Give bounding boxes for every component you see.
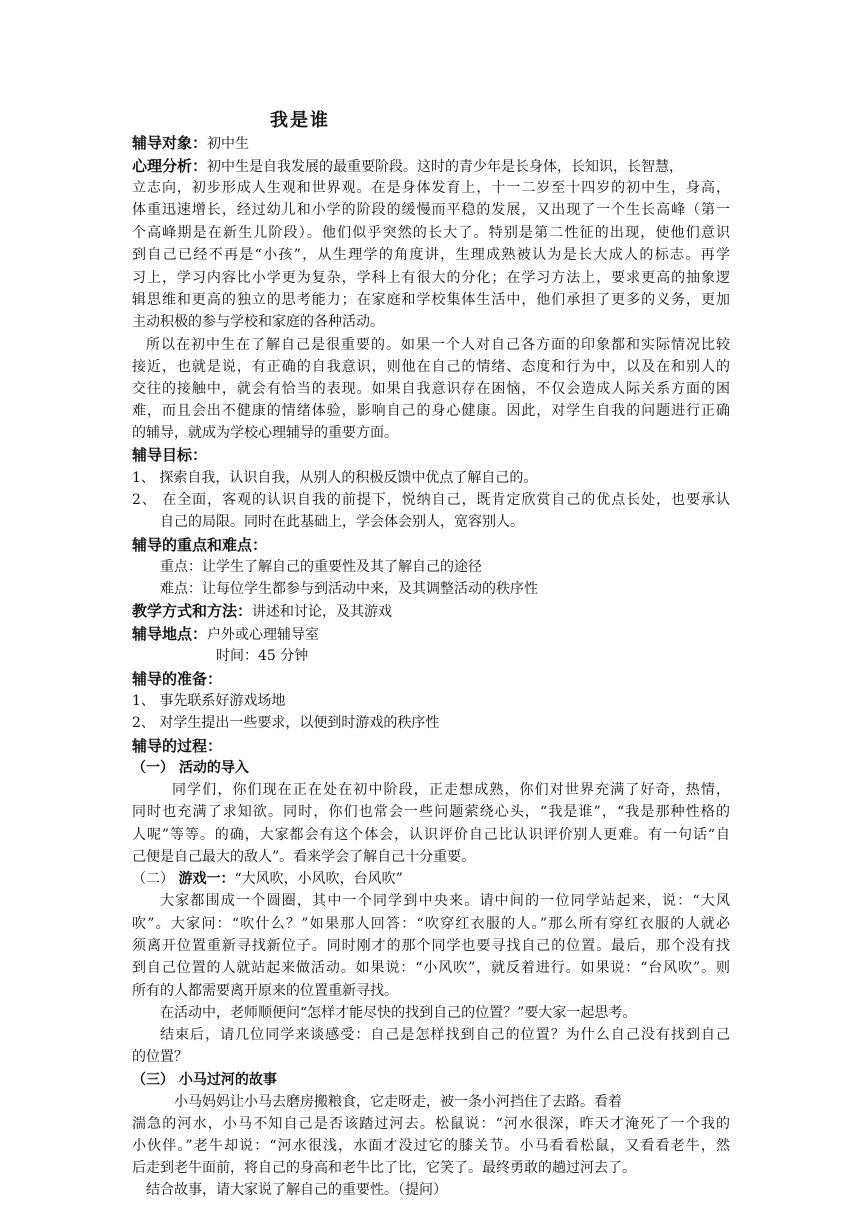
analysis-line: 立志向，初步形成人生观和世界观。在是身体发育上，十一二岁至十四岁的初中生，身高， [132, 180, 730, 196]
analysis-line: 体重迅速增长，经过幼儿和小学的阶段的缓慢而平稳的发展，又出现了一个生长高峰（第一 [132, 202, 730, 218]
analysis-line: 习上，学习内容比小学更为复杂，学科上有很大的分化；在学习方法上，要求更高的抽象逻 [132, 270, 730, 286]
goal-item: 1、 探索自我，认识自我，从别人的积极反馈中优点了解自己的。 [132, 470, 538, 486]
analysis-row: 心理分析：初中生是自我发展的最重要阶段。这时的青少年是长身体，长知识，长智慧， [132, 157, 684, 175]
section-1-line: 同学们，你们现在正在处在初中阶段，正走想成熟，你们对世界充满了好奇，热情， [172, 782, 730, 798]
section-1-line: 人呢”等等。的确，大家都会有这个体会，认识评价自己比认识评价别人更难。有一句话“自 [132, 827, 730, 843]
analysis-line: 主动积极的参与学校和家庭的各种活动。 [132, 314, 384, 330]
method-value: 讲述和讨论，及其游戏 [252, 604, 393, 620]
section-2-line: 大家都围成一个圆圈，其中一个同学到中央来。请中间的一位同学站起来，说：“大风 [160, 893, 730, 909]
section-2-line: 须离开位置重新寻找新位子。同时刚才的那个同学也要寻找自己的位置。最后，那个没有找 [132, 938, 730, 954]
analysis-label: 心理分析 [132, 157, 193, 175]
section-3-line: 小马妈妈让小马去磨房搬粮食，它走呀走，被一条小河挡住了去路。看着 [174, 1094, 622, 1110]
analysis-line: 到自己已经不再是“小孩”，从生理学的角度讲，生理成熟被认为是长大成人的标志。再学 [132, 247, 730, 263]
goal-item: 自己的局限。同时在此基础上，学会体会别人，宽容别人。 [160, 514, 524, 530]
target-value: 初中生 [207, 136, 250, 152]
method-label: 教学方式和方法 [132, 602, 238, 620]
analysis-line: 接近，也就是说，有正确的自我意识，则他在自己的情绪、态度和行为中，以及在和别人的 [132, 359, 730, 375]
time-text: 时间：45 分钟 [216, 648, 309, 664]
goals-heading: 辅导目标： [132, 446, 208, 464]
section-3-line: 后走到老牛面前，将自己的身高和老牛比了比，它笑了。最终勇敢的趟过河去了。 [132, 1160, 636, 1176]
difficulty-text: 难点：让每位学生都参与到活动中来，及其调整活动的秩序性 [160, 581, 538, 597]
target-row: 辅导对象：初中生 [132, 134, 250, 152]
analysis-line: 初中生是自我发展的最重要阶段。这时的青少年是长身体，长知识，长智慧， [207, 159, 684, 175]
process-heading: 辅导的过程： [132, 737, 223, 755]
method-row: 教学方式和方法：讲述和讨论，及其游戏 [132, 602, 393, 620]
analysis-line: 辑思维和更高的独立的思考能力；在家庭和学校集体生活中，他们承担了更多的义务，更加 [132, 292, 730, 308]
section-2-question: 结束后，请几位同学来谈感受：自己是怎样找到自己的位置？为什么自己没有找到自己 [160, 1027, 730, 1043]
goal-item: 2、 在全面，客观的认识自我的前提下，悦纳自己，既肯定欣赏自己的优点长处，也要承认 [132, 492, 730, 508]
analysis-line: 交往的接触中，就会有恰当的表现。如果自我意识存在困恼，不仅会造成人际关系方面的困 [132, 381, 730, 397]
section-3-line: 小伙伴。”老牛却说：“河水很浅，水面才没过它的膝关节。小马看看松鼠，又看看老牛，然 [132, 1138, 730, 1154]
place-value: 户外或心理辅导室 [207, 627, 320, 643]
target-label: 辅导对象 [132, 134, 193, 152]
section-2-title: 游戏一： [178, 871, 235, 887]
key-points-heading: 辅导的重点和难点： [132, 536, 268, 554]
section-3-ending: 结合故事，请大家说了解自己的重要性。（提问） [146, 1182, 447, 1198]
place-row: 辅导地点：户外或心理辅导室 [132, 625, 320, 643]
section-3-heading: （三） 小马过河的故事 [132, 1072, 277, 1088]
section-2-title-rest: “大风吹，小风吹，台风吹” [234, 871, 403, 887]
analysis-line: 个高峰期是在新生儿阶段）。他们似乎突然的长大了。特别是第二性征的出现，使他们意识 [132, 225, 730, 241]
analysis-line: 所以在初中生在了解自己是很重要的。如果一个人对自己各方面的印象都和实际情况比较 [146, 337, 730, 353]
section-2-number: （二） [132, 871, 174, 887]
section-2-line: 所有的人都需要离开原来的位置重新寻找。 [132, 983, 398, 999]
prep-item: 1、 事先联系好游戏场地 [132, 693, 286, 709]
section-2-question: 的位置？ [132, 1049, 188, 1065]
section-2-line: 吹”。大家问：“吹什么？”如果那人回答：“吹穿红衣服的人。”那么所有穿红衣服的人就必 [132, 916, 730, 932]
section-1-line: 己便是自己最大的敌人”。看来学会了解自己十分重要。 [132, 849, 476, 865]
prep-heading: 辅导的准备： [132, 670, 223, 688]
document-title: 我是谁 [270, 110, 330, 131]
section-1-heading: （一） 活动的导入 [132, 760, 249, 776]
focus-text: 重点：让学生了解自己的重要性及其了解自己的途径 [160, 559, 482, 575]
analysis-line: 的辅导，就成为学校心理辅导的重要方面。 [132, 425, 398, 441]
section-2-heading [132, 870, 403, 889]
section-3-line: 湍急的河水，小马不知自己是否该踏过河去。松鼠说：“河水很深，昨天才淹死了一个我的 [132, 1116, 730, 1132]
prep-item: 2、 对学生提出一些要求，以便到时游戏的秩序性 [132, 715, 440, 731]
analysis-line: 难，而且会出不健康的情绪体验，影响自己的身心健康。因此，对学生自我的问题进行正确 [132, 403, 730, 419]
place-label: 辅导地点 [132, 625, 193, 643]
section-2-line: 到自己位置的人就站起来做活动。如果说：“小风吹”，就反着进行。如果说：“台风吹”。则 [132, 960, 730, 976]
section-1-line: 同时也充满了求知欲。同时，你们也常会一些问题萦绕心头，“我是谁”，“我是那种性格的 [132, 804, 730, 820]
section-2-question: 在活动中，老师顺便问“怎样才能尽快的找到自己的位置？”要大家一起思考。 [160, 1005, 637, 1021]
